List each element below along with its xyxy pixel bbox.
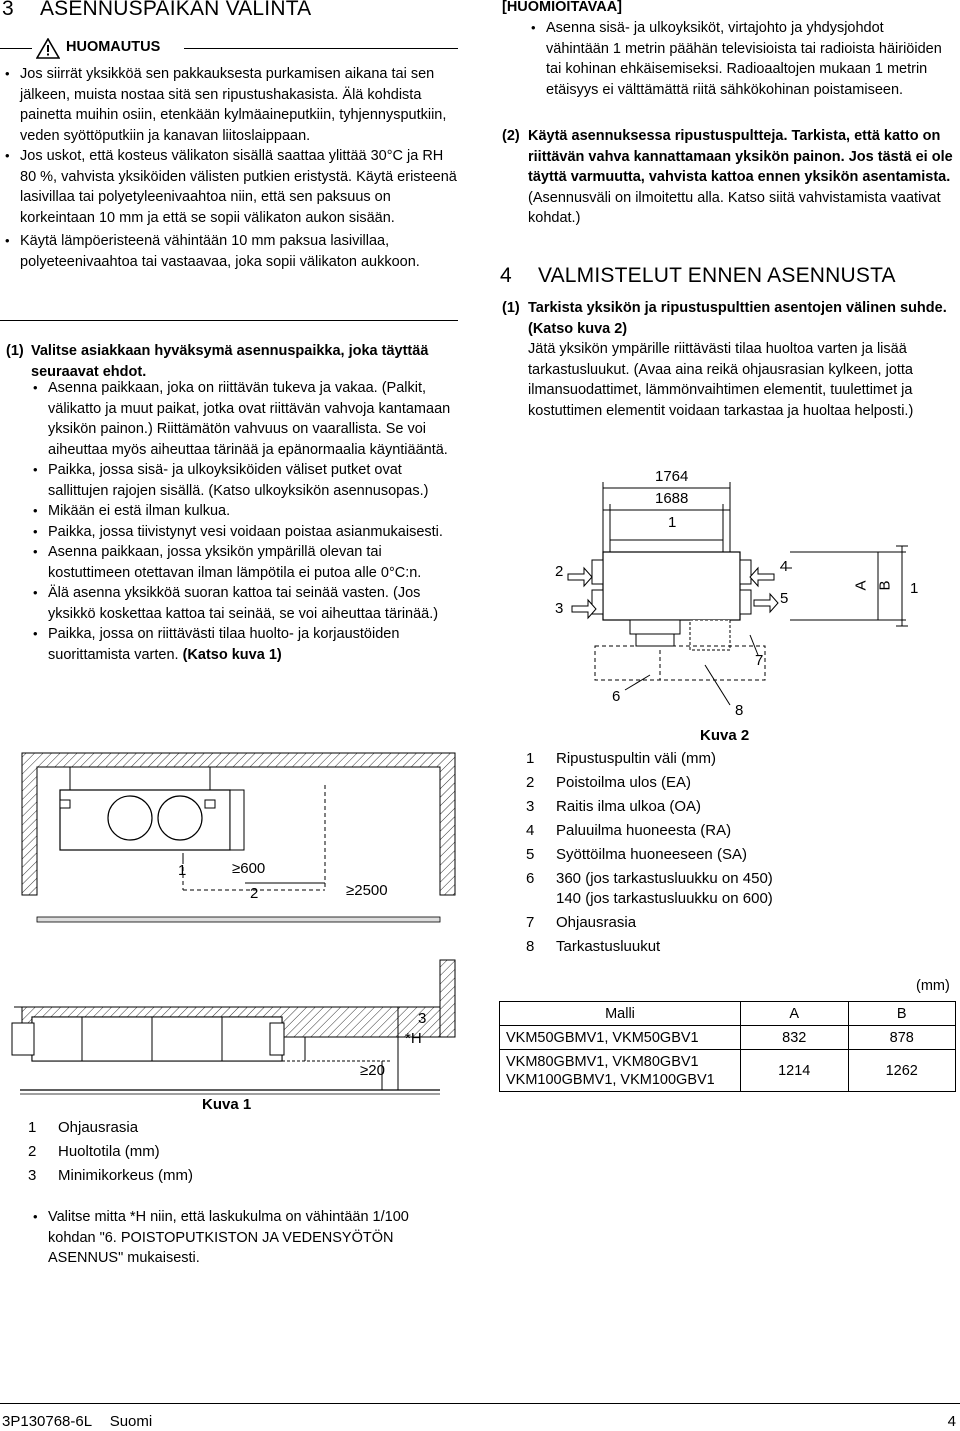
- table-cell-a: 1214: [741, 1050, 849, 1092]
- fig2-caption: Kuva 2: [700, 727, 750, 744]
- footer: [2, 1413, 956, 1430]
- caution-item: • Jos uskot, että kosteus välikaton sisällä saattaa ylittää 30°C ja RH 80 %, vahvista yksiköiden välisten putkien eristystä. Käytä eristeenä lasivillaa tai polyetyleenivaahtoa niin, että sen paksuus on korkeintaan 10 mm ja että se sopii välikaton aukon sisään.: [2, 146, 458, 228]
- caution-bottom-rule: [0, 320, 458, 321]
- fig2-label-1: 1: [668, 514, 677, 531]
- fig2-dim-1764: 1764: [655, 468, 689, 485]
- table-header-row: [500, 1002, 956, 1026]
- step4-1-bold: Tarkista yksikön ja ripustuspulttien asentojen välinen suhde. (Katso kuva 2): [528, 300, 947, 337]
- height-note-text: • Valitse mitta *H niin, että laskukulma on vähintään 1/100 kohdan "6. POISTOPUTKISTON JA VEDENSYÖTÖN ASENNUS" mukaisesti.: [30, 1207, 458, 1269]
- fig1-label-2: 2: [250, 885, 259, 902]
- caution-item: • Jos siirrät yksikköä sen pakkauksesta purkamisen aikana tai sen jälkeen, muista nostaa sitä sen ripustushakasista. Älä kohdista painetta muihin osiin, etenkään kylmäaineputkiin, tyhjennysputkiin, veden syöttöputkiin ja kanavan liitoslaippaan.: [2, 64, 458, 146]
- table-row: [500, 1050, 956, 1092]
- doc-language: Suomi: [109, 1413, 153, 1430]
- page-number: 4: [947, 1413, 956, 1430]
- step1-title: Valitse asiakkaan hyväksymä asennuspaikka, joka täyttää seuraavat ehdot.: [31, 343, 429, 380]
- table-cell-a: 832: [741, 1026, 849, 1050]
- fig2-label-5: 5: [780, 590, 789, 607]
- step1-heading: [6, 341, 446, 382]
- step4-1-plain: Jätä yksikön ympärille riittävästi tilaa huoltoa varten ja lisää tarkastusluukut. (Avaa aina reikä ohjausrasian kylkeen, jotta ilmansuodattimet, lämmönvaihtimen elementit, tuulettimet ja kostuttimen elementit voidaan tarkastaa ja huoltaa helposti.): [528, 341, 914, 419]
- table-cell-b: 878: [848, 1026, 956, 1050]
- fig2-label-4: 4: [780, 558, 789, 575]
- fig1-label-600: ≥600: [232, 860, 266, 877]
- fig2-label-1-right: 1: [910, 580, 919, 597]
- step1-list: [30, 378, 458, 665]
- section-3-heading: [2, 0, 311, 21]
- caution-line-left: [0, 48, 32, 49]
- step1-item: • Asenna paikkaan, joka on riittävän tukeva ja vakaa. (Palkit, välikatto ja muut paikat, jotka ovat riittävän vahvoja kantamaan yksikön painon.) Riittämätön vahvuus on vaarallista. Se voi aiheuttaa myös aiheuttaa tärinää ja epänormaalia käyntiääntä.: [30, 378, 458, 460]
- fig2-label-6: 6: [612, 688, 621, 705]
- step4-1-number: (1): [502, 300, 520, 316]
- fig2-label-b: B: [876, 580, 894, 591]
- model-table: [499, 1001, 956, 1092]
- step1-item: • Asenna paikkaan, jossa yksikön ympärillä olevan tai kostuttimeen otettavan ilman lämpötila ei putoa alle 0°C:n.: [30, 542, 458, 583]
- caution-item: • Käytä lämpöeristeenä vähintään 10 mm paksua lasivillaa, polyeteenivaahtoa tai vastaavaa, joka sopii välikaton aukkoon.: [2, 231, 458, 272]
- table-header: Malli: [500, 1002, 741, 1026]
- fig2-label-3: 3: [555, 600, 564, 617]
- caution-list: [2, 64, 458, 272]
- table-cell-model: VKM50GBMV1, VKM50GBV1: [500, 1026, 741, 1050]
- figure-1-drawing: [0, 745, 470, 1140]
- step1-item: • Paikka, jossa sisä- ja ulkoyksiköiden väliset putket ovat sallittujen rajojen sisällä. (Katso ulkoyksikön asennusopas.): [30, 460, 458, 501]
- doc-code: 3P130768-6L: [2, 1413, 92, 1430]
- height-note: [30, 1207, 458, 1269]
- notice-item: • Asenna sisä- ja ulkoyksiköt, virtajohto ja yhdysjohdot vähintään 1 metrin päähän televisioista tai radioista häiriöiden tai kohinan ehkäisemiseksi. Radioaaltojen mukaan 1 metrin etäisyys ei välttämättä riitä sähkökohinan poistamiseen.: [528, 18, 948, 100]
- table-cell-b: 1262: [848, 1050, 956, 1092]
- section-title: VALMISTELUT ENNEN ASENNUSTA: [537, 264, 896, 287]
- fig1-label-1: 1: [178, 862, 187, 879]
- section-4-heading: [500, 264, 896, 288]
- table-header: B: [848, 1002, 956, 1026]
- footer-rule: [0, 1403, 960, 1404]
- caution-line-right: [184, 48, 458, 49]
- fig2-dim-1688: 1688: [655, 490, 689, 507]
- step2-plain: (Asennusväli on ilmoitettu alla. Katso siitä vahvistamista vaativat kohdat.): [528, 189, 941, 226]
- notice-list: [528, 18, 948, 100]
- fig1-label-20: ≥20: [360, 1062, 385, 1079]
- fig1-caption: Kuva 1: [202, 1096, 252, 1113]
- fig1-label-2500: ≥2500: [346, 882, 388, 899]
- step1-item: • Älä asenna yksikköä suoran kattoa tai seinää vasten. (Jos yksikkö koskettaa kattoa tai seinää, se voi aiheuttaa tärinää.): [30, 583, 458, 624]
- fig1-label-3: 3: [418, 1010, 427, 1027]
- table-header: A: [741, 1002, 849, 1026]
- warning-triangle-icon: [36, 38, 60, 59]
- step1-item: • Paikka, jossa tiivistynyt vesi voidaan poistaa asianmukaisesti.: [30, 522, 458, 543]
- unit-label: (mm): [916, 978, 950, 994]
- fig1-label-h: *H: [405, 1030, 422, 1047]
- section-title: ASENNUSPAIKAN VALINTA: [39, 0, 312, 20]
- fig2-label-2: 2: [555, 563, 564, 580]
- step1-item: • Mikään ei estä ilman kulkua.: [30, 501, 458, 522]
- table-row: [500, 1026, 956, 1050]
- caution-header: [0, 38, 458, 60]
- fig2-label-7: 7: [755, 652, 764, 669]
- step2-bold: Käytä asennuksessa ripustuspultteja. Tarkista, että katto on riittävän vahva kannattamaan yksikön painon. Jos tästä ei ole täyttä varmuutta, vahvista kattoa ennen yksikön asentamista.: [528, 128, 953, 185]
- step2-number: (2): [502, 128, 520, 144]
- table-cell-model: VKM80GBMV1, VKM80GBV1 VKM100GBMV1, VKM100GBV1: [500, 1050, 741, 1092]
- section-number: 3: [2, 0, 14, 20]
- step2: [502, 126, 954, 229]
- fig2-label-8: 8: [735, 702, 744, 719]
- step1-item-last: • Paikka, jossa on riittävästi tilaa huolto- ja korjaustöiden suorittamista varten. (Katso kuva 1): [30, 624, 458, 665]
- notice-title: [HUOMIOITAVAA]: [502, 0, 623, 15]
- fig2-label-a: A: [852, 580, 870, 591]
- step4-1: [502, 298, 954, 421]
- section-number: 4: [500, 264, 512, 287]
- step1-number: (1): [6, 343, 24, 359]
- figure-2-drawing: [530, 460, 950, 740]
- caution-label: HUOMAUTUS: [66, 39, 161, 55]
